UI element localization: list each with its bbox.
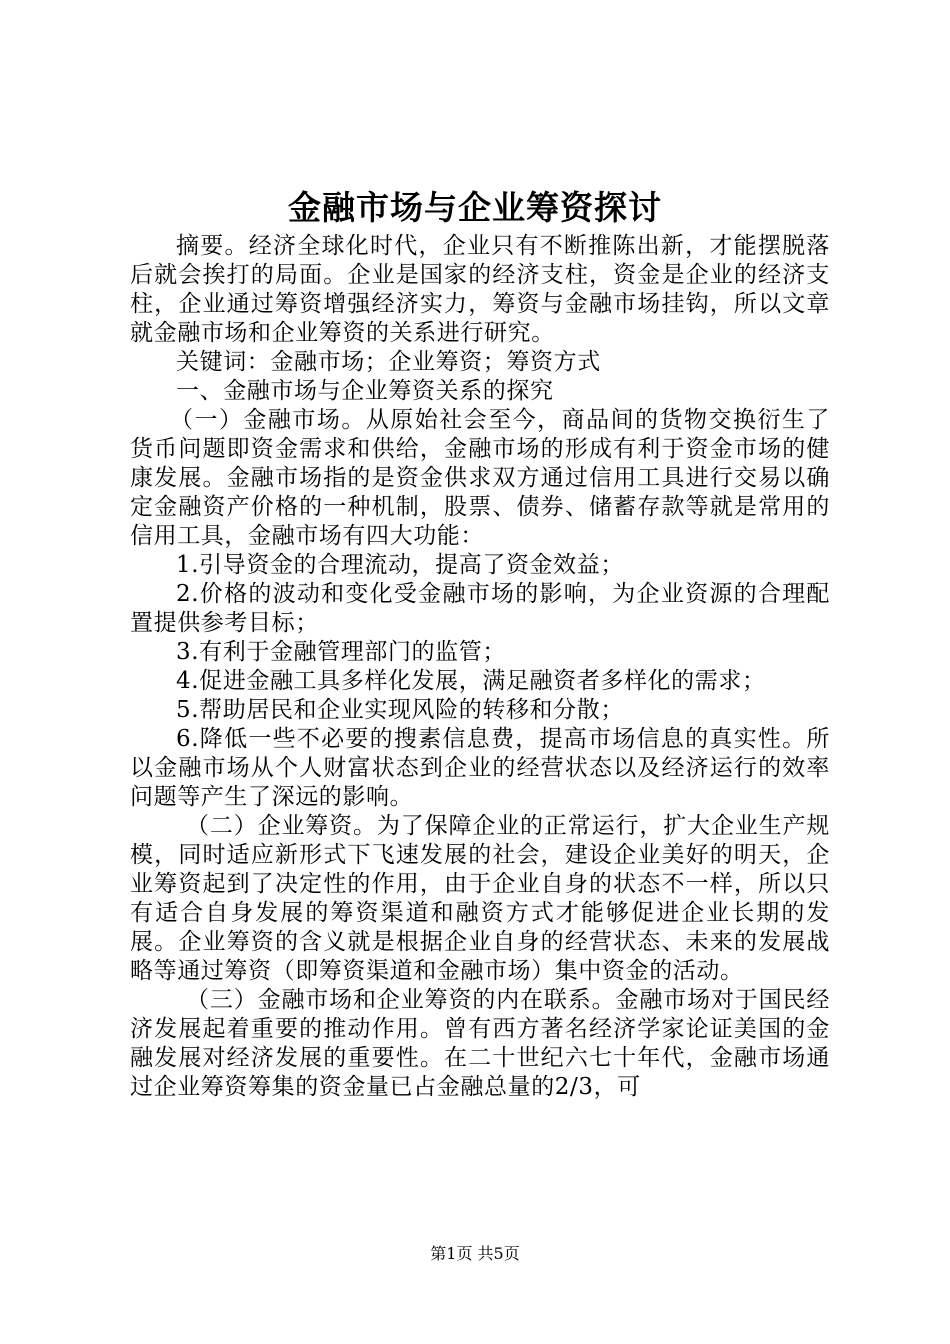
list-item-6: 6.降低一些不必要的搜素信息费，提高市场信息的真实性。所以金融市场从个人财富状态到企业的经营状态以及经济运行的效率问题等产生了深远的影响。 — [130, 726, 830, 810]
subsection-paragraph-3: （三）金融市场和企业筹资的内在联系。金融市场对于国民经济发展起着重要的推动作用。曾有西方著名经济学家论证美国的金融发展对经济发展的重要性。在二十世纪六七十年代，金融市场通过企业筹资筹集的资金量已占金融总量的2/3，可 — [130, 987, 830, 1100]
document-body — [130, 232, 830, 1102]
list-item-1: 1.引导资金的合理流动，提高了资金效益； — [176, 552, 624, 578]
section-heading: 一、金融市场与企业筹资关系的探究 — [176, 378, 554, 404]
list-item-3: 3.有利于金融管理部门的监管； — [176, 639, 506, 665]
page-number-footer: 第1页 共5页 — [430, 1244, 520, 1263]
list-item-2: 2.价格的波动和变化受金融市场的影响，为企业资源的合理配置提供参考目标； — [130, 581, 830, 636]
subsection-paragraph-1: （一）金融市场。从原始社会至今，商品间的货物交换衍生了货币问题即资金需求和供给，金融市场的形成有利于资金市场的健康发展。金融市场指的是资金供求双方通过信用工具进行交易以确定金融资产价格的一种机制，股票、债券、储蓄存款等就是常用的信用工具，金融市场有四大功能： — [130, 407, 830, 549]
list-item-5: 5.帮助居民和企业实现风险的转移和分散； — [176, 697, 624, 723]
subsection-paragraph-2: （二）企业筹资。为了保障企业的正常运行，扩大企业生产规模，同时适应新形式下飞速发展的社会，建设企业美好的明天，企业筹资起到了决定性的作用，由于企业自身的状态不一样，所以只有适合自身发展的筹资渠道和融资方式才能够促进企业长期的发展。企业筹资的含义就是根据企业自身的经营状态、未来的发展战略等通过筹资（即筹资渠道和金融市场）集中资金的活动。 — [130, 813, 830, 984]
keywords-line: 关键词：金融市场；企业筹资；筹资方式 — [176, 349, 601, 375]
list-item-4: 4.促进金融工具多样化发展，满足融资者多样化的需求； — [176, 668, 766, 694]
abstract-paragraph: 摘要。经济全球化时代，企业只有不断推陈出新，才能摆脱落后就会挨打的局面。企业是国家的经济支柱，资金是企业的经济支柱，企业通过筹资增强经济实力，筹资与金融市场挂钩，所以文章就金融市场和企业筹资的关系进行研究。 — [130, 233, 830, 346]
document-title: 金融市场与企业筹资探讨 — [288, 188, 662, 227]
